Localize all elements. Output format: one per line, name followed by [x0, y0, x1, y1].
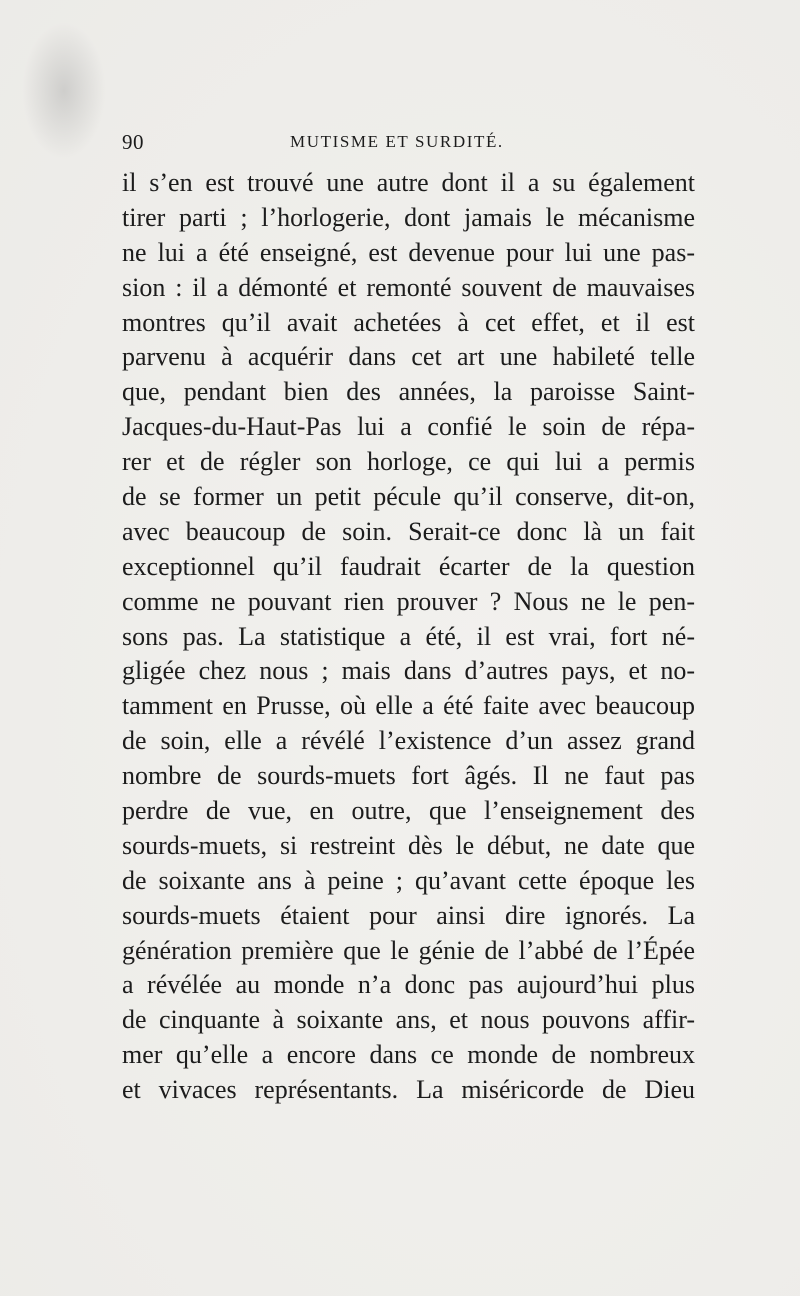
text-line: Jacques-du-Haut-Pas lui a confié le soin de répa- — [122, 412, 695, 442]
text-line: mer qu’elle a encore dans ce monde de nombreux — [122, 1040, 695, 1070]
text-line: perdre de vue, en outre, que l’enseignement des — [122, 796, 695, 826]
text-line: tirer parti ; l’horlogerie, dont jamais le mécanisme — [122, 202, 695, 232]
text-line: ne lui a été enseigné, est devenue pour lui une pas- — [122, 237, 695, 267]
page-header — [122, 130, 694, 160]
text-line: tamment en Prusse, où elle a été faite avec beaucoup — [122, 691, 695, 721]
text-line: sons pas. La statistique a été, il est vrai, fort né- — [122, 621, 695, 651]
text-line: de cinquante à soixante ans, et nous pouvons affir- — [122, 1005, 695, 1035]
running-title: MUTISME ET SURDITÉ. — [290, 132, 504, 151]
text-line: exceptionnel qu’il faudrait écarter de la question — [122, 551, 695, 581]
text-line: sourds-muets étaient pour ainsi dire ignorés. La — [122, 900, 695, 930]
text-line: de soixante ans à peine ; qu’avant cette époque les — [122, 865, 695, 895]
text-line: il s’en est trouvé une autre dont il a su également — [122, 168, 695, 197]
text-line: rer et de régler son horloge, ce qui lui a permis — [122, 447, 695, 477]
text-line: avec beaucoup de soin. Serait-ce donc là un fait — [122, 516, 695, 546]
text-line: parvenu à acquérir dans cet art une habileté telle — [122, 342, 695, 372]
body-text — [122, 166, 695, 1108]
text-line: et vivaces représentants. La miséricorde de Dieu — [122, 1075, 695, 1105]
text-line: que, pendant bien des années, la paroisse Saint- — [122, 377, 695, 407]
page-number: 90 — [122, 130, 144, 154]
text-line: de soin, elle a révélé l’existence d’un assez grand — [122, 726, 695, 756]
text-line: génération première que le génie de l’abbé de l’Épée — [122, 935, 695, 965]
text-line: de se former un petit pécule qu’il conserve, dit-on, — [122, 482, 695, 512]
text-line: montres qu’il avait achetées à cet effet, et il est — [122, 307, 695, 337]
text-line: comme ne pouvant rien prouver ? Nous ne le pen- — [122, 586, 695, 616]
text-line: sion : il a démonté et remonté souvent de mauvaises — [122, 272, 695, 302]
text-line: a révélée au monde n’a donc pas aujourd’hui plus — [122, 970, 695, 1000]
text-line: gligée chez nous ; mais dans d’autres pays, et no- — [122, 656, 695, 686]
text-line: nombre de sourds-muets fort âgés. Il ne faut pas — [122, 761, 695, 791]
text-line: sourds-muets, si restreint dès le début, ne date que — [122, 830, 695, 860]
